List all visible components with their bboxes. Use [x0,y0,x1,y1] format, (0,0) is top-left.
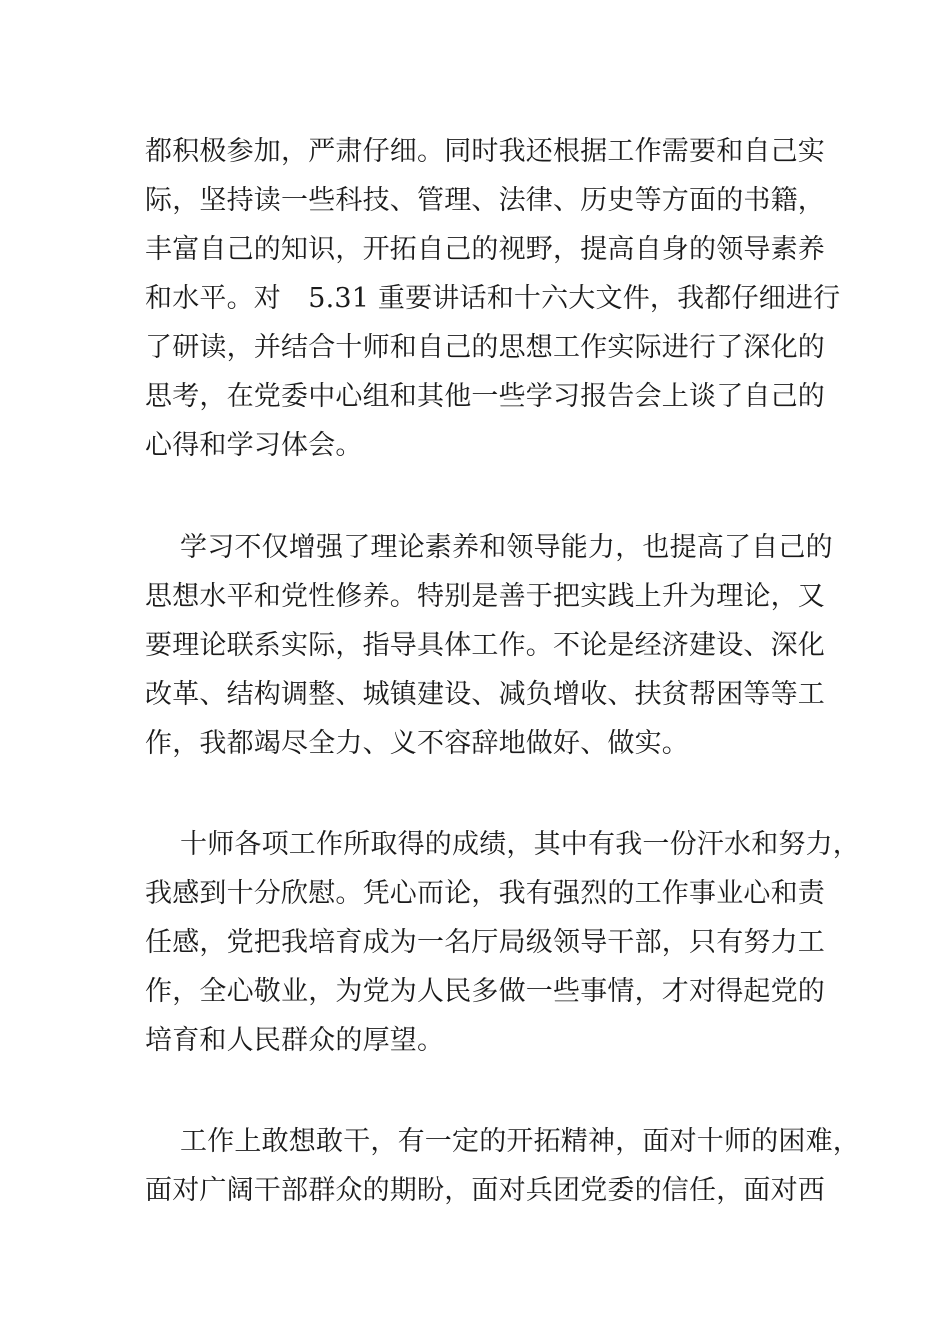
paragraph-3 [145,820,860,1065]
paragraph-1-line-1: 都积极参加，严肃仔细。同时我还根据工作需要和自己实 [145,136,825,167]
paragraph-1-line-5: 了研读，并结合十师和自己的思想工作实际进行了深化的 [145,332,825,363]
paragraph-2-line-2: 思想水平和党性修养。特别是善于把实践上升为理论，又 [145,581,825,612]
paragraph-1-line-3: 丰富自己的知识，开拓自己的视野，提高自身的领导素养 [145,234,825,265]
paragraph-1-line-4: 和水平。对 5.31 重要讲话和十六大文件，我都仔细进行 [145,283,841,314]
paragraph-1-line-7: 心得和学习体会。 [145,430,363,461]
paragraph-3-line-3: 任感，党把我培育成为一名厅局级领导干部，只有努力工 [145,927,825,958]
paragraph-4 [145,1117,860,1215]
paragraph-2-line-5: 作，我都竭尽全力、义不容辞地做好、做实。 [145,728,689,759]
paragraph-2-line-4: 改革、结构调整、城镇建设、减负增收、扶贫帮困等等工 [145,679,825,710]
paragraph-3-line-1: 十师各项工作所取得的成绩，其中有我一份汗水和努力， [180,829,860,860]
paragraph-1 [145,127,845,470]
paragraph-3-line-4: 作，全心敬业，为党为人民多做一些事情，才对得起党的 [145,976,825,1007]
paragraph-3-line-5: 培育和人民群众的厚望。 [145,1025,445,1056]
paragraph-1-line-2: 际，坚持读一些科技、管理、法律、历史等方面的书籍， [145,185,825,216]
paragraph-3-line-2: 我感到十分欣慰。凭心而论，我有强烈的工作事业心和责 [145,878,825,909]
paragraph-4-line-2: 面对广阔干部群众的期盼，面对兵团党委的信任，面对西 [145,1175,825,1206]
paragraph-2-line-1: 学习不仅增强了理论素养和领导能力，也提高了自己的 [180,532,833,563]
paragraph-2-line-3: 要理论联系实际，指导具体工作。不论是经济建设、深化 [145,630,825,661]
paragraph-2 [145,523,845,768]
paragraph-4-line-1: 工作上敢想敢干，有一定的开拓精神，面对十师的困难， [180,1126,860,1157]
paragraph-1-line-6: 思考，在党委中心组和其他一些学习报告会上谈了自己的 [145,381,825,412]
